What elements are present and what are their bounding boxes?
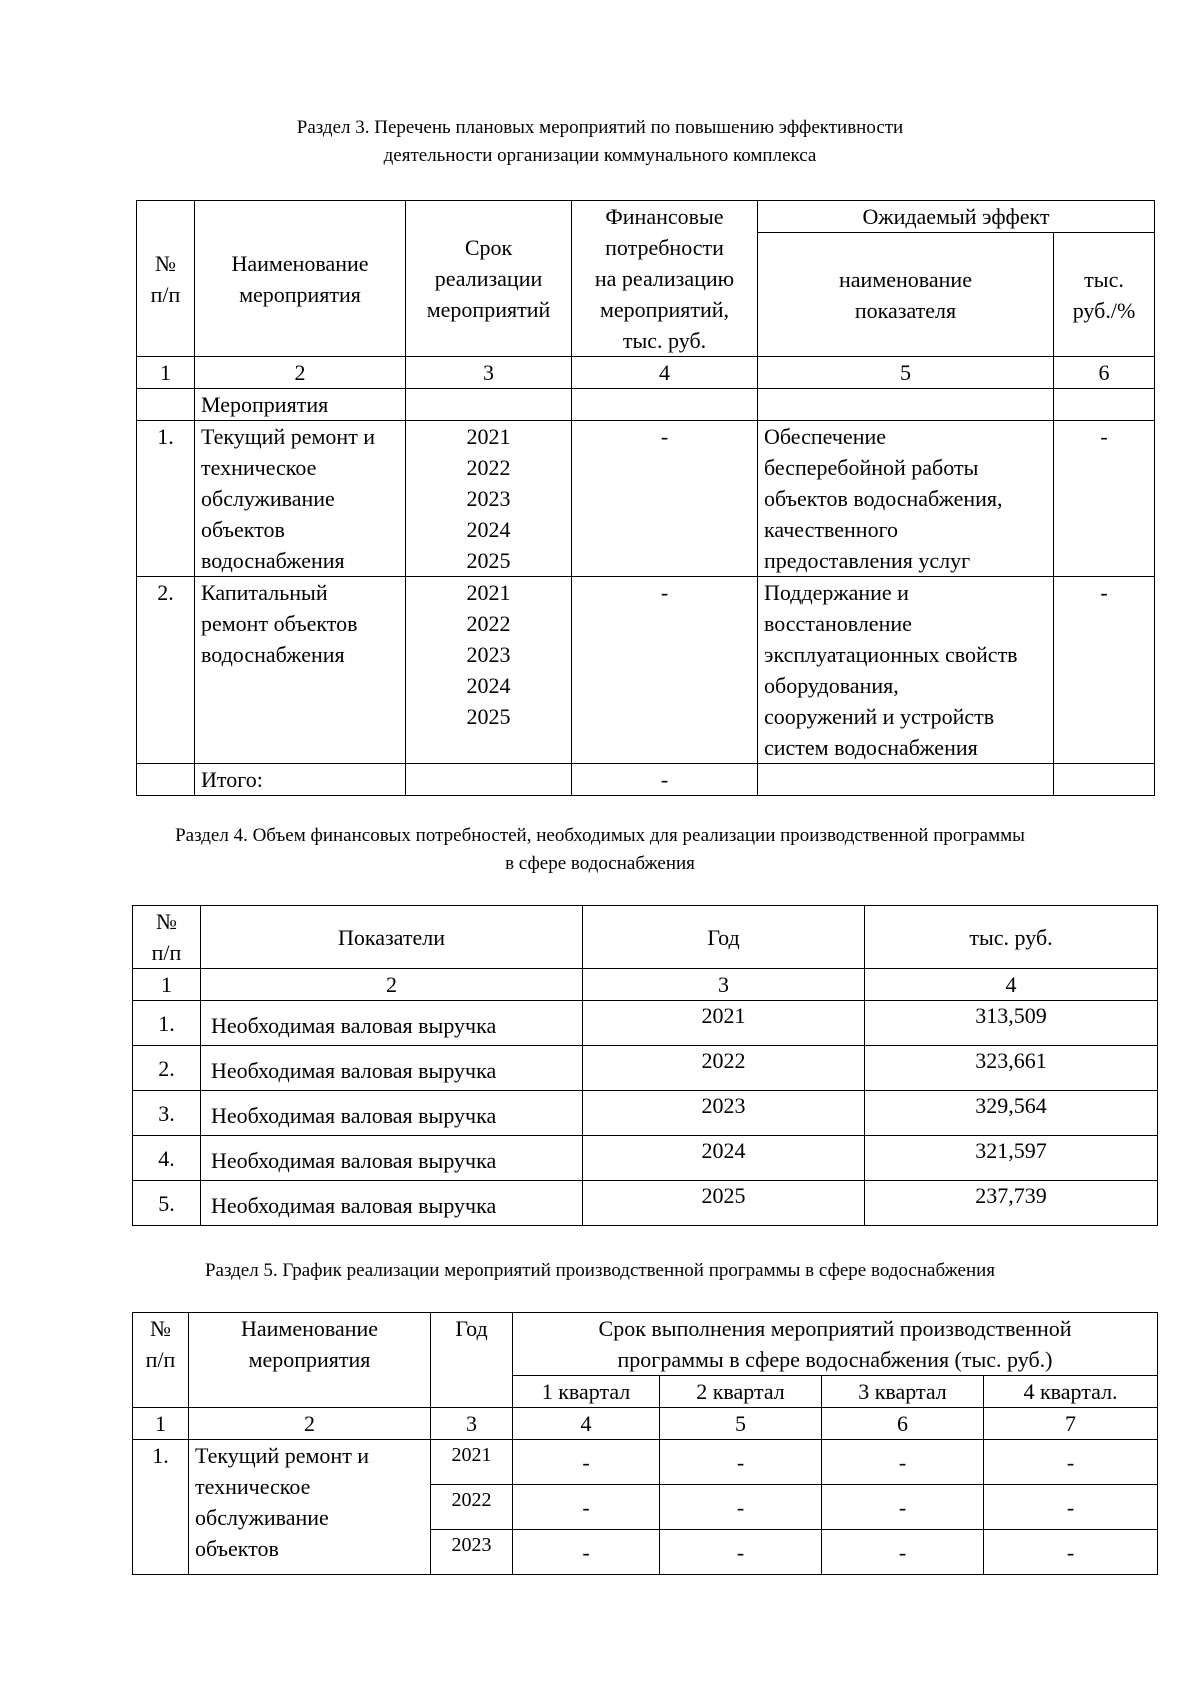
s5-row1-name: Текущий ремонт и техническое обслуживание объектов: [189, 1440, 431, 1575]
section3-table: [136, 200, 1155, 796]
s5-column-numbers: 1 2 3 4 5 6 7: [133, 1408, 1158, 1440]
s3-header-finance: Финансовые потребности на реализацию мероприятий, тыс. руб.: [572, 201, 758, 357]
section3-title: [0, 114, 1200, 170]
s3-group-label: Мероприятия: [195, 389, 406, 421]
s5-header-q4: 4 квартал.: [984, 1376, 1158, 1408]
table-row: 4. Необходимая валовая выручка 2024 321,597: [133, 1136, 1158, 1181]
s3-row2-name: Капитальный ремонт объектов водоснабжения: [195, 577, 406, 764]
s5-header-q3: 3 квартал: [822, 1376, 984, 1408]
section5-title: Раздел 5. График реализации мероприятий производственной программы в сфере водоснабжения: [204, 1260, 996, 1281]
s3-header-term: Срок реализации мероприятий: [406, 201, 572, 357]
s3-group-row: [137, 389, 1155, 421]
s3-row1-years: 2021 2022 2023 2024 2025: [406, 421, 572, 577]
s3-row2-effect: Поддержание и восстановление эксплуатационных свойств оборудования, сооружений и устройств систем водоснабжения: [758, 577, 1054, 764]
s4-header-num: № п/п: [133, 906, 201, 969]
table-row: 5. Необходимая валовая выручка 2025 237,739: [133, 1181, 1158, 1226]
s4-header-amount: тыс. руб.: [865, 906, 1158, 969]
s3-header-effect: Ожидаемый эффект: [758, 201, 1155, 233]
s4-header-indicators: Показатели: [201, 906, 583, 969]
s5-header-q2: 2 квартал: [660, 1376, 822, 1408]
section4-title-line1: Раздел 4. Объем финансовых потребностей, необходимых для реализации производственной программы: [175, 825, 1025, 846]
section4-title: [0, 822, 1200, 878]
s4-column-numbers: 1 2 3 4: [133, 969, 1158, 1001]
s5-header-q1: 1 квартал: [513, 1376, 660, 1408]
s3-header-unit: тыс. руб./%: [1054, 233, 1155, 357]
s3-header-indicator: наименование показателя: [758, 233, 1054, 357]
s5-header-term: Срок выполнения мероприятий производственной программы в сфере водоснабжения (тыс. руб.): [513, 1313, 1158, 1376]
table-row: 2. Капитальный ремонт объектов водоснабжения 2021 2022 2023 2024 2025 - Поддержание и восстановление эксплуатационных свойств оборудования, сооружений и устройств систем водоснабжения -: [137, 577, 1155, 764]
s4-header-year: Год: [583, 906, 865, 969]
s3-column-numbers: 1 2 3 4 5 6: [137, 357, 1155, 389]
s3-row1-effect: Обеспечение бесперебойной работы объектов водоснабжения, качественного предоставления услуг: [758, 421, 1054, 577]
table-row: 2. Необходимая валовая выручка 2022 323,661: [133, 1046, 1158, 1091]
table-row: 1. Необходимая валовая выручка 2021 313,509: [133, 1001, 1158, 1046]
s5-header-name: Наименование мероприятия: [189, 1313, 431, 1408]
s3-total-row: Итого: -: [137, 764, 1155, 796]
section4-table: [132, 905, 1158, 1226]
table-row: 1. Текущий ремонт и техническое обслуживание объектов 2021 - - - -: [133, 1440, 1158, 1485]
s3-header-name: Наименование мероприятия: [195, 201, 406, 357]
section4-title-line2: в сфере водоснабжения: [505, 853, 695, 874]
table-row: 2023 - - - -: [133, 1530, 1158, 1575]
s3-row2-years: 2021 2022 2023 2024 2025: [406, 577, 572, 764]
s3-header-num: № п/п: [137, 201, 195, 357]
table-row: 1. Текущий ремонт и техническое обслуживание объектов водоснабжения 2021 2022 2023 2024 2025 - Обеспечение бесперебойной работы объектов водоснабжения, качественного предоставления услуг -: [137, 421, 1155, 577]
s5-header-num: № п/п: [133, 1313, 189, 1408]
s3-row1-name: Текущий ремонт и техническое обслуживание объектов водоснабжения: [195, 421, 406, 577]
section3-title-line2: деятельности организации коммунального комплекса: [383, 145, 817, 166]
section5-table: [132, 1312, 1158, 1575]
section3-title-line1: Раздел 3. Перечень плановых мероприятий по повышению эффективности: [296, 117, 904, 138]
s3-total-label: Итого:: [195, 764, 406, 796]
s5-header-year: Год: [431, 1313, 513, 1408]
table-row: 3. Необходимая валовая выручка 2023 329,564: [133, 1091, 1158, 1136]
table-row: 2022 - - - -: [133, 1485, 1158, 1530]
